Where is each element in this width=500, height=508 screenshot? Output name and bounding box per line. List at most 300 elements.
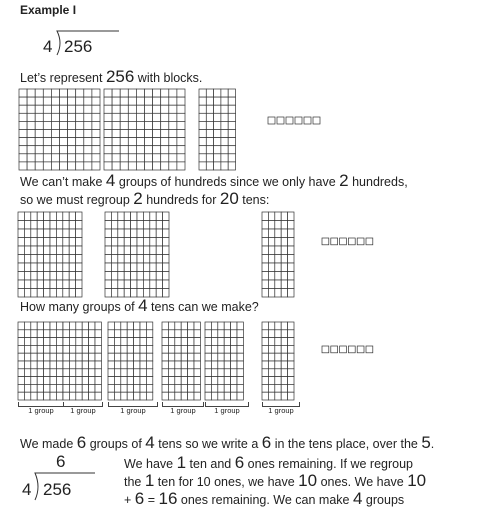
ten-rod-cell — [143, 272, 149, 281]
ten-rod-cell — [24, 280, 30, 289]
hundred-block-cell — [68, 105, 76, 113]
hundred-block-cell — [153, 105, 161, 113]
ten-rod-cell — [24, 322, 30, 330]
ten-rod-cell — [69, 392, 75, 400]
hundred-block-cell — [169, 105, 177, 113]
hundred-block-cell — [35, 113, 43, 121]
ten-rod-cell — [288, 221, 294, 230]
ten-rod-cell — [50, 280, 56, 289]
ten-rod-cell — [262, 384, 268, 392]
ten-rod-cell — [163, 229, 169, 238]
one-cube — [295, 117, 302, 124]
ten-rod-cell — [288, 392, 294, 400]
ten-rod-cell — [105, 280, 111, 289]
ten-rod-cell — [76, 255, 82, 264]
ten-rod-cell — [288, 361, 294, 369]
ten-rod-cell — [50, 263, 56, 272]
one-cube — [322, 238, 329, 245]
ten-rod-cell — [281, 221, 287, 230]
ten-rod-cell — [69, 255, 75, 264]
hundred-block-cell — [60, 89, 68, 97]
hundred-block-cell — [68, 89, 76, 97]
hundred-block-cell — [120, 113, 128, 121]
ten-rod-cell — [44, 272, 50, 281]
hundred-block-cell — [35, 162, 43, 170]
ten-rod-cell — [37, 212, 43, 221]
ten-rod-cell — [24, 272, 30, 281]
hundred-block-cell — [136, 105, 144, 113]
hundred-block-cell — [92, 113, 100, 121]
ten-rod-cell — [69, 212, 75, 221]
ten-rod-cell — [31, 229, 37, 238]
ten-rod-cell — [237, 345, 243, 353]
ten-rod-cell — [268, 361, 274, 369]
ten-rod-cell — [82, 369, 88, 377]
ten-rod-cell — [18, 238, 24, 247]
ten-rod-cell — [105, 229, 111, 238]
ten-rod-cell — [31, 322, 37, 330]
hundred-block-cell — [136, 146, 144, 154]
ten-rod-cell — [237, 361, 243, 369]
ten-rod-cell — [118, 289, 124, 298]
ten-rod-cell — [214, 154, 221, 162]
ten-rod-cell — [124, 229, 130, 238]
ten-rod-cell — [140, 369, 146, 377]
ten-rod-cell — [114, 322, 120, 330]
ten-rod-cell — [24, 229, 30, 238]
ten-rod-cell — [162, 345, 168, 353]
ten-rod-cell — [18, 322, 24, 330]
ten-rod-cell — [111, 221, 117, 230]
ten-rod-cell — [56, 289, 62, 298]
ten-rod-cell — [18, 221, 24, 230]
ten-rod-cell — [228, 89, 235, 97]
ten-rod-cell — [76, 280, 82, 289]
ten-rod-cell — [127, 345, 133, 353]
ten-rod-cell — [82, 377, 88, 385]
ten-rod-cell — [168, 377, 174, 385]
ten-rod-cell — [156, 246, 162, 255]
ten-rod-cell — [281, 392, 287, 400]
hundred-block-cell — [112, 105, 120, 113]
hundred-block-cell — [128, 130, 136, 138]
ten-rod-cell — [199, 89, 206, 97]
ten-rod-cell — [114, 377, 120, 385]
ten-rod-cell — [275, 322, 281, 330]
line-regroup: so we must regroup 2 hundreds for 20 tens: — [20, 189, 270, 208]
hundred-block-cell — [76, 121, 84, 129]
ten-rod-cell — [111, 255, 117, 264]
divisor-bottom: 4 — [22, 480, 32, 499]
ten-rod-cell — [162, 322, 168, 330]
ten-rod-cell — [31, 361, 37, 369]
hundred-block-cell — [161, 130, 169, 138]
ten-rod-cell — [89, 345, 95, 353]
ten-rod-cell — [24, 289, 30, 298]
ten-rod-cell — [63, 272, 69, 281]
hundred-block-cell — [128, 97, 136, 105]
ten-rod-cell — [18, 255, 24, 264]
ten-rod-cell — [194, 353, 200, 361]
ten-rod-cell — [24, 246, 30, 255]
ten-rod-cell — [127, 353, 133, 361]
ten-rod-cell — [76, 289, 82, 298]
ten-rod-cell — [56, 338, 62, 346]
ten-rod-cell — [121, 384, 127, 392]
ten-rod-cell — [31, 263, 37, 272]
ten-rod-cell — [82, 361, 88, 369]
ten-rod-cell — [188, 361, 194, 369]
ten-rod-cell — [37, 229, 43, 238]
ten-rod-cell — [288, 345, 294, 353]
ten-rod-cell — [288, 238, 294, 247]
hundred-block-cell — [76, 162, 84, 170]
ten-rod-cell — [18, 272, 24, 281]
ten-rod-cell — [206, 138, 213, 146]
ten-rod-cell — [50, 330, 56, 338]
hundred-block-cell — [35, 97, 43, 105]
ten-rod-cell — [221, 162, 228, 170]
ten-rod-cell — [194, 369, 200, 377]
ten-rod-cell — [89, 330, 95, 338]
ten-rod-cell — [76, 369, 82, 377]
ten-rod-cell — [211, 322, 217, 330]
hundred-block-cell — [43, 130, 51, 138]
ten-rod-cell — [140, 338, 146, 346]
hundred-block-cell — [153, 89, 161, 97]
hundred-block-cell — [128, 105, 136, 113]
ten-rod-cell — [288, 263, 294, 272]
ten-rod-cell — [194, 392, 200, 400]
hundred-block-cell — [35, 121, 43, 129]
ten-rod-cell — [69, 229, 75, 238]
ten-rod-cell — [224, 369, 230, 377]
ten-rod-cell — [114, 330, 120, 338]
ten-rod-cell — [31, 369, 37, 377]
ten-rod-cell — [188, 330, 194, 338]
hundred-block-cell — [177, 162, 185, 170]
ten-rod-cell — [50, 272, 56, 281]
ten-rod-cell — [275, 338, 281, 346]
hundred-block-cell — [169, 162, 177, 170]
ten-rod-cell — [118, 221, 124, 230]
ten-rod-cell — [181, 392, 187, 400]
line-how-many: How many groups of 4 tens can we make? — [20, 296, 259, 315]
ten-rod-cell — [188, 338, 194, 346]
hundred-block-cell — [120, 121, 128, 129]
ten-rod-cell — [188, 322, 194, 330]
hundred-block-cell — [112, 89, 120, 97]
ten-rod-cell — [124, 238, 130, 247]
ten-rod-cell — [275, 330, 281, 338]
ten-rod-cell — [89, 338, 95, 346]
ten-rod-cell — [63, 289, 69, 298]
hundred-block-cell — [145, 97, 153, 105]
ten-rod-cell — [108, 322, 114, 330]
ten-rod-cell — [63, 212, 69, 221]
ten-rod-cell — [105, 289, 111, 298]
ten-rod-cell — [199, 138, 206, 146]
ten-rod-cell — [218, 345, 224, 353]
hundred-block-cell — [120, 162, 128, 170]
ten-rod-cell — [168, 345, 174, 353]
ten-rod-cell — [69, 221, 75, 230]
ten-rod-cell — [205, 392, 211, 400]
hundred-block-cell — [145, 89, 153, 97]
ten-rod-cell — [56, 361, 62, 369]
hundred-block-cell — [68, 113, 76, 121]
ten-rod-cell — [206, 162, 213, 170]
ten-rod-cell — [221, 89, 228, 97]
ten-rod-cell — [108, 338, 114, 346]
ten-rod-cell — [124, 255, 130, 264]
ten-rod-cell — [44, 338, 50, 346]
ten-rod-cell — [281, 338, 287, 346]
ten-rod-cell — [281, 212, 287, 221]
hundred-block-cell — [104, 146, 112, 154]
hundred-block-cell — [161, 89, 169, 97]
ten-rod-cell — [134, 361, 140, 369]
hundred-block-cell — [161, 162, 169, 170]
ten-rod-cell — [206, 154, 213, 162]
ten-rod-cell — [18, 212, 24, 221]
ten-rod-cell — [63, 221, 69, 230]
ten-rod-cell — [82, 322, 88, 330]
hundred-block-cell — [161, 113, 169, 121]
ten-rod-cell — [50, 221, 56, 230]
ten-rod-cell — [137, 221, 143, 230]
ten-rod-cell — [268, 229, 274, 238]
ten-rod-cell — [194, 345, 200, 353]
ten-rod-cell — [221, 138, 228, 146]
ten-rod-cell — [181, 377, 187, 385]
hundred-block-cell — [76, 154, 84, 162]
ten-rod-cell — [188, 377, 194, 385]
hundred-block-cell — [76, 146, 84, 154]
ten-rod-cell — [118, 212, 124, 221]
hundred-block-cell — [19, 89, 27, 97]
hundred-block-cell — [112, 138, 120, 146]
hundred-block-cell — [19, 146, 27, 154]
ten-rod-cell — [162, 361, 168, 369]
ten-rod-cell — [69, 353, 75, 361]
ten-rod-cell — [134, 338, 140, 346]
hundred-block-cell — [19, 154, 27, 162]
ten-rod-cell — [124, 272, 130, 281]
ten-rod-cell — [205, 345, 211, 353]
hundred-block-cell — [136, 113, 144, 121]
ten-rod-cell — [206, 146, 213, 154]
hundred-block-cell — [153, 146, 161, 154]
ten-rod-cell — [63, 369, 69, 377]
ten-rod-cell — [218, 384, 224, 392]
ten-rod-cell — [281, 361, 287, 369]
one-cube — [357, 346, 364, 353]
ten-rod-cell — [37, 255, 43, 264]
hundred-block-cell — [128, 89, 136, 97]
ten-rod-cell — [121, 345, 127, 353]
ten-rod-cell — [56, 280, 62, 289]
ten-rod-cell — [69, 280, 75, 289]
ten-rod-cell — [181, 369, 187, 377]
ten-rod-cell — [150, 263, 156, 272]
ten-rod-cell — [114, 384, 120, 392]
hundred-block-cell — [35, 154, 43, 162]
ten-rod-cell — [262, 338, 268, 346]
ten-rod-cell — [44, 377, 50, 385]
ten-rod-cell — [188, 384, 194, 392]
hundred-block-cell — [76, 97, 84, 105]
hundred-block-cell — [27, 154, 35, 162]
ten-rod-cell — [31, 338, 37, 346]
ten-rod-cell — [31, 330, 37, 338]
hundred-block-cell — [153, 162, 161, 170]
hundred-block-cell — [112, 121, 120, 129]
ten-rod-cell — [37, 263, 43, 272]
ten-rod-cell — [237, 369, 243, 377]
ten-rod-cell — [205, 330, 211, 338]
ten-rod-cell — [205, 384, 211, 392]
hundred-block-cell — [128, 121, 136, 129]
ten-rod-cell — [181, 353, 187, 361]
hundred-block-cell — [60, 138, 68, 146]
ten-rod-cell — [31, 255, 37, 264]
ten-rod-cell — [108, 369, 114, 377]
hundred-block-cell — [153, 97, 161, 105]
ten-rod-cell — [18, 280, 24, 289]
ten-rod-cell — [206, 105, 213, 113]
ten-rod-cell — [31, 221, 37, 230]
ten-rod-cell — [127, 392, 133, 400]
ten-rod-cell — [76, 353, 82, 361]
ten-rod-cell — [76, 384, 82, 392]
ten-rod-cell — [221, 146, 228, 154]
ten-rod-cell — [69, 338, 75, 346]
hundred-block-cell — [120, 146, 128, 154]
ten-rod-cell — [31, 392, 37, 400]
ten-rod-cell — [31, 212, 37, 221]
ten-rod-cell — [163, 255, 169, 264]
ten-rod-cell — [143, 246, 149, 255]
ten-rod-cell — [262, 289, 268, 298]
ten-rod-cell — [228, 146, 235, 154]
ten-rod-cell — [18, 338, 24, 346]
ten-rod-cell — [44, 238, 50, 247]
ten-rod-cell — [95, 353, 101, 361]
ten-rod-cell — [281, 369, 287, 377]
ten-rod-cell — [214, 89, 221, 97]
ten-rod-cell — [262, 221, 268, 230]
ten-rod-cell — [228, 138, 235, 146]
ten-rod-cell — [37, 345, 43, 353]
ten-rod-cell — [69, 384, 75, 392]
ten-rod-cell — [281, 246, 287, 255]
hundred-block-cell — [169, 138, 177, 146]
ten-rod-cell — [63, 280, 69, 289]
ten-rod-cell — [275, 246, 281, 255]
line-cannot-make: We can’t make 4 groups of hundreds since we only have 2 hundreds, — [20, 171, 408, 190]
ten-rod-cell — [131, 280, 137, 289]
hundred-block-cell — [104, 113, 112, 121]
ten-rod-cell — [114, 361, 120, 369]
ten-rod-cell — [76, 221, 82, 230]
ten-rod-cell — [146, 345, 152, 353]
ten-rod-cell — [18, 345, 24, 353]
ten-rod-cell — [50, 338, 56, 346]
ten-rod-cell — [228, 121, 235, 129]
hundred-block-cell — [153, 130, 161, 138]
ten-rod-cell — [111, 229, 117, 238]
one-cube — [348, 238, 355, 245]
ten-rod-cell — [63, 238, 69, 247]
hundred-block-cell — [169, 146, 177, 154]
ten-rod-cell — [24, 338, 30, 346]
ten-rod-cell — [37, 322, 43, 330]
ten-rod-cell — [69, 263, 75, 272]
hundred-block-cell — [68, 138, 76, 146]
hundred-block-cell — [19, 105, 27, 113]
one-cube — [366, 238, 373, 245]
ten-rod-cell — [150, 289, 156, 298]
one-cube — [331, 346, 338, 353]
ten-rod-cell — [288, 280, 294, 289]
ten-rod-cell — [268, 322, 274, 330]
one-cube — [331, 238, 338, 245]
ten-rod-cell — [121, 392, 127, 400]
ten-rod-cell — [108, 361, 114, 369]
ten-rod-cell — [124, 221, 130, 230]
ten-rod-cell — [114, 338, 120, 346]
ten-rod-cell — [150, 255, 156, 264]
ten-rod-cell — [175, 338, 181, 346]
ten-rod-cell — [134, 330, 140, 338]
ten-rod-cell — [156, 289, 162, 298]
ten-rod-cell — [268, 369, 274, 377]
hundred-block-cell — [112, 97, 120, 105]
hundred-block-cell — [177, 121, 185, 129]
ten-rod-cell — [140, 361, 146, 369]
ten-rod-cell — [69, 322, 75, 330]
hundred-block-cell — [161, 138, 169, 146]
hundred-block-cell — [177, 138, 185, 146]
hundred-block-cell — [153, 113, 161, 121]
ten-rod-cell — [37, 392, 43, 400]
one-cube — [340, 238, 347, 245]
ten-rod-cell — [281, 238, 287, 247]
ten-rod-cell — [131, 238, 137, 247]
hundred-block-cell — [104, 121, 112, 129]
hundred-block-cell — [153, 138, 161, 146]
ten-rod-cell — [188, 353, 194, 361]
ten-rod-cell — [44, 369, 50, 377]
ten-rod-cell — [56, 263, 62, 272]
ten-rod-cell — [69, 345, 75, 353]
ten-rod-cell — [131, 289, 137, 298]
hundred-block-cell — [92, 105, 100, 113]
ten-rod-cell — [214, 130, 221, 138]
hundred-block-cell — [19, 97, 27, 105]
ten-rod-cell — [218, 361, 224, 369]
ten-rod-cell — [76, 338, 82, 346]
ten-rod-cell — [228, 97, 235, 105]
one-cube — [277, 117, 284, 124]
ten-rod-cell — [82, 338, 88, 346]
hundred-block-cell — [27, 121, 35, 129]
ten-rod-cell — [275, 384, 281, 392]
ten-rod-cell — [268, 212, 274, 221]
ten-rod-cell — [188, 392, 194, 400]
ten-rod-cell — [118, 272, 124, 281]
